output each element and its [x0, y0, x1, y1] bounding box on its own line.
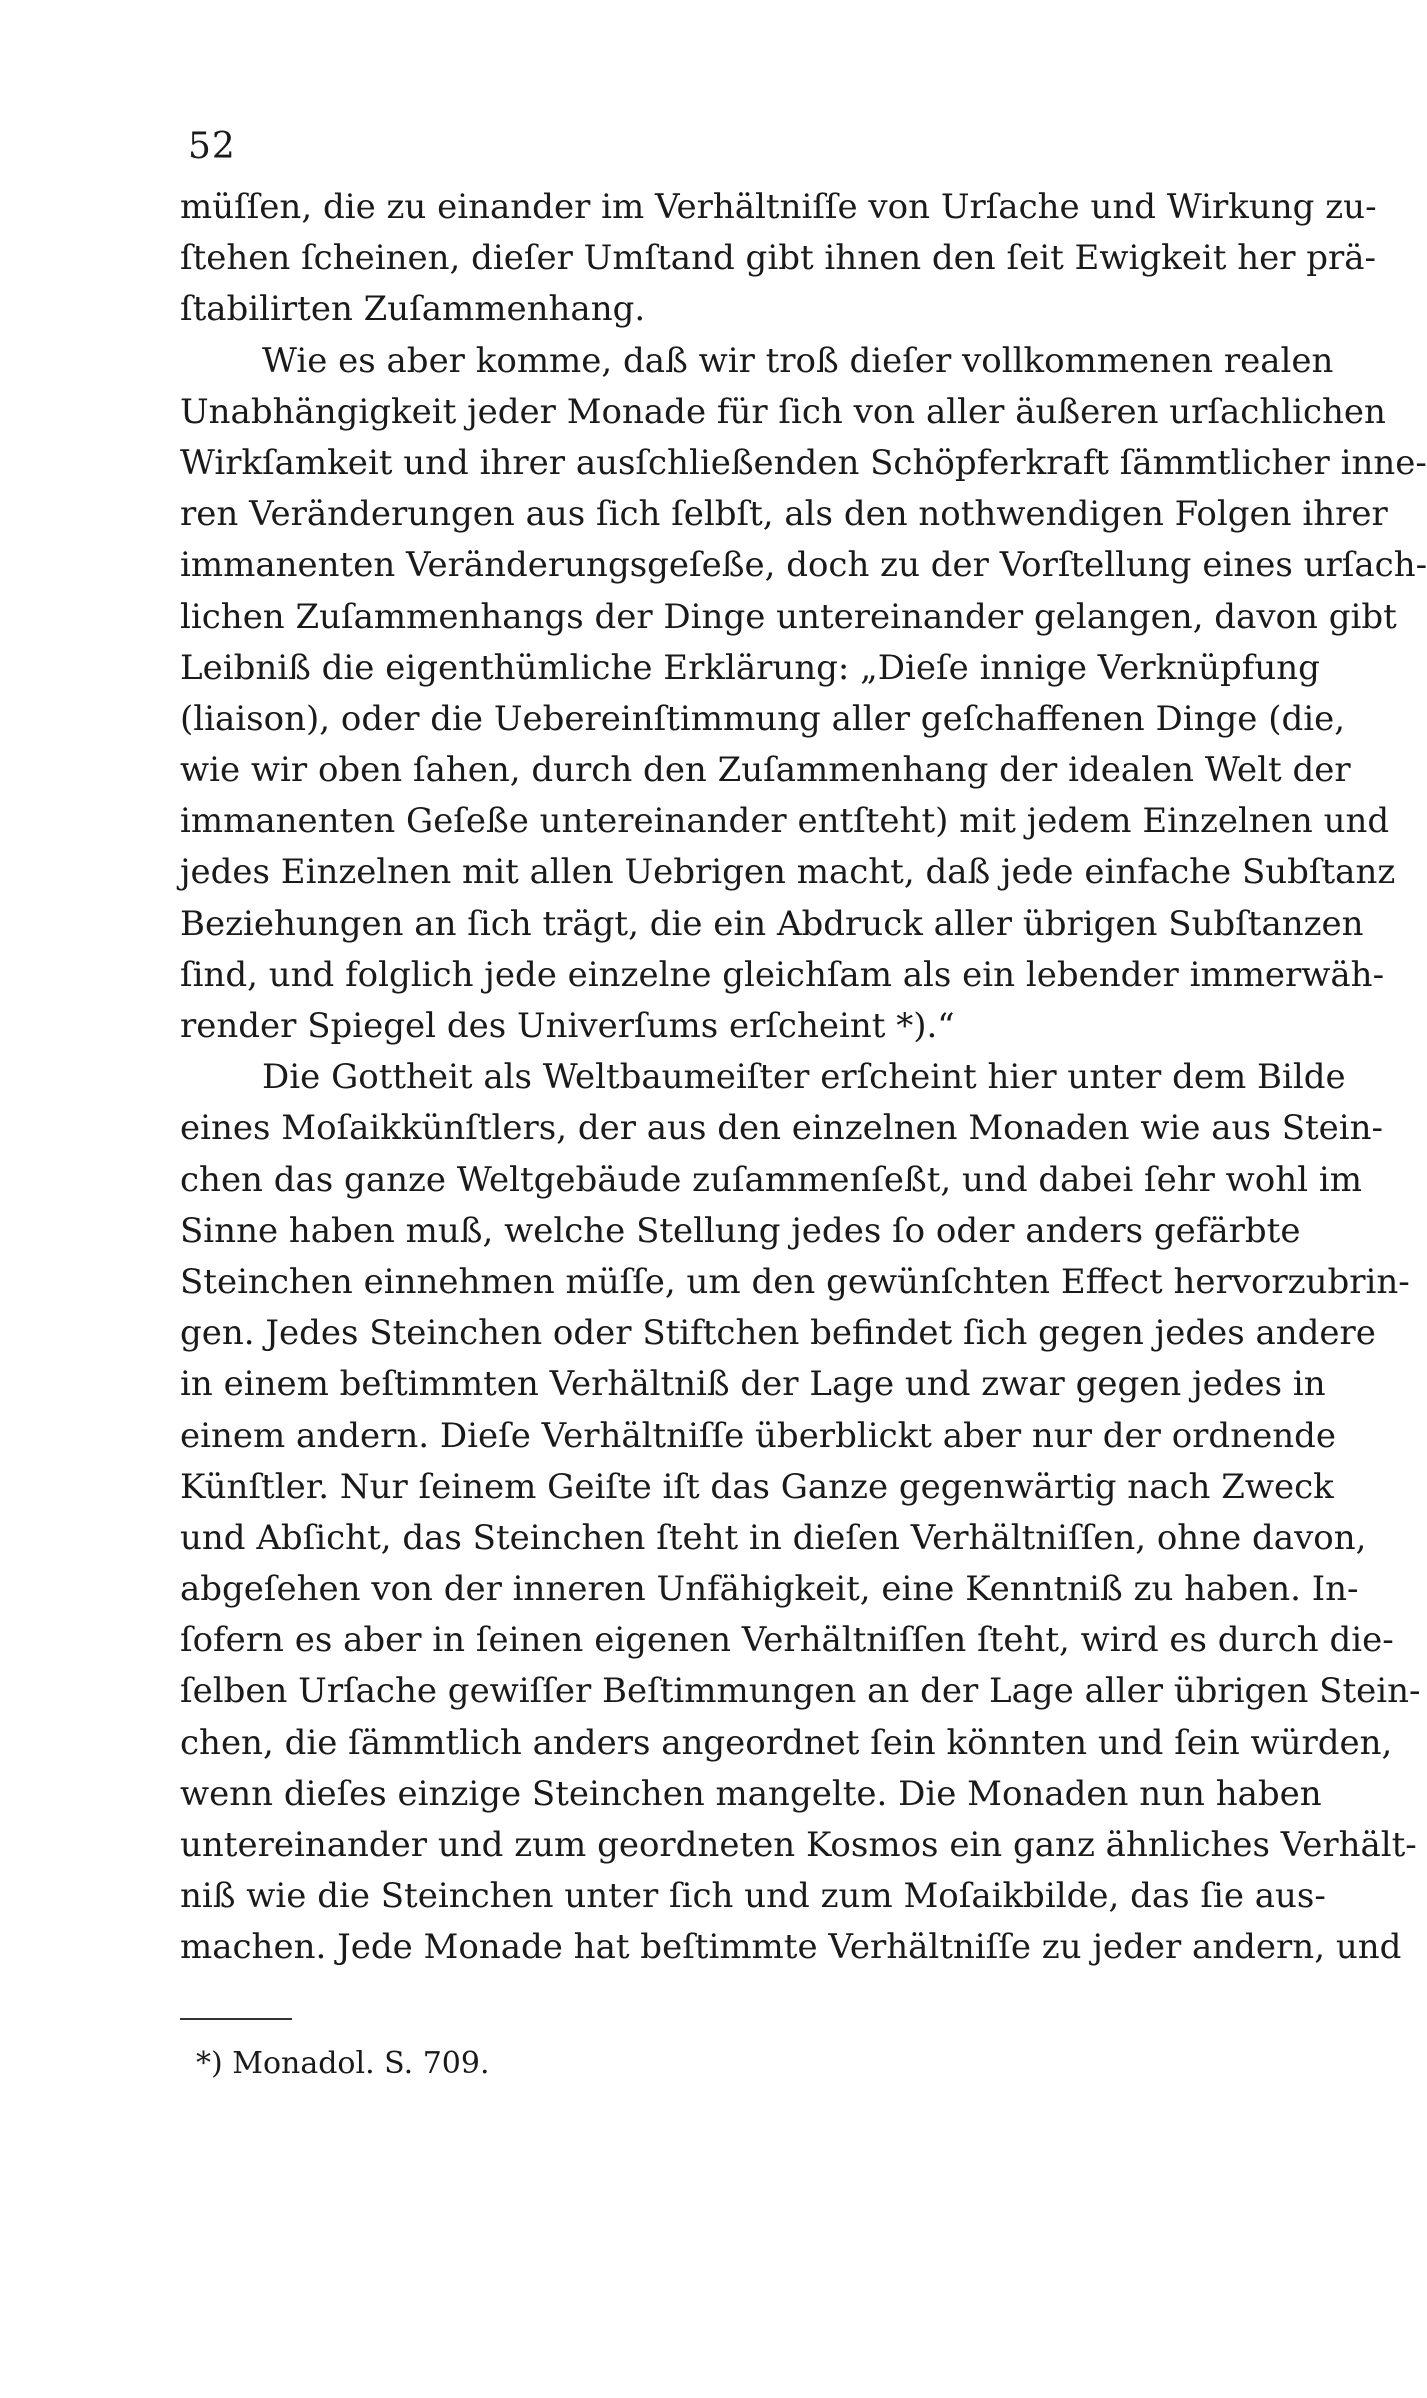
footnote-rule	[180, 2018, 292, 2020]
text-line: Wie es aber komme, daß wir troß dieſer vollkommenen realen	[262, 340, 1334, 381]
text-line: Unabhängigkeit jeder Monade für ſich von aller äußeren urſachlichen	[180, 391, 1386, 432]
text-line: render Spiegel des Univerſums erſcheint *).“	[180, 1006, 955, 1046]
text-line: jedes Einzelnen mit allen Uebrigen macht, daß jede einfache Subſtanz	[180, 852, 1396, 893]
text-line: ſelben Urſache gewiſſer Beſtimmungen an der Lage aller übrigen Stein-	[180, 1671, 1421, 1712]
text-line: ſofern es aber in ſeinen eigenen Verhältniſſen ſteht, wird es durch die-	[180, 1620, 1394, 1661]
text-line: abgeſehen von der inneren Unfähigkeit, eine Kenntniß zu haben. In-	[180, 1569, 1359, 1610]
text-line: wie wir oben ſahen, durch den Zuſammenhang der idealen Welt der	[180, 750, 1351, 791]
text-line: ſtehen ſcheinen, dieſer Umſtand gibt ihnen den ſeit Ewigkeit her prä-	[180, 238, 1377, 279]
footnote: *) Monadol. S. 709.	[196, 2046, 490, 2081]
text-line: untereinander und zum geordneten Kosmos ein ganz ähnliches Verhält-	[180, 1825, 1417, 1865]
text-line: immanenten Veränderungsgeſeße, doch zu der Vorſtellung eines urſach-	[180, 545, 1427, 586]
text-line: immanenten Geſeße untereinander entſteht) mit jedem Einzelnen und	[180, 801, 1390, 842]
text-line: chen das ganze Weltgebäude zuſammenſeßt, und dabei ſehr wohl im	[180, 1159, 1362, 1200]
text-line: und Abſicht, das Steinchen ſteht in dieſen Verhältniſſen, ohne davon,	[180, 1517, 1367, 1558]
text-line: ſind, und folglich jede einzelne gleichſam als ein lebender immerwäh-	[180, 954, 1385, 995]
text-line: in einem beſtimmten Verhältniß der Lage und zwar gegen jedes in	[180, 1364, 1326, 1405]
text-line: müſſen, die zu einander im Verhältniſſe von Urſache und Wirkung zu-	[180, 187, 1377, 227]
text-line: Beziehungen an ſich trägt, die ein Abdruck aller übrigen Subſtanzen	[180, 903, 1364, 944]
text-line: niß wie die Steinchen unter ſich und zum Moſaikbilde, das ſie aus-	[180, 1876, 1326, 1917]
text-line: eines Moſaikkünſtlers, der aus den einzelnen Monaden wie aus Stein-	[180, 1108, 1384, 1149]
text-line: Leibniß die eigenthümliche Erklärung: „Dieſe innige Verknüpfung	[180, 647, 1320, 688]
text-line: machen. Jede Monade hat beſtimmte Verhältniſſe zu jeder andern, und	[180, 1927, 1402, 1968]
text-line: Künſtler. Nur ſeinem Geiſte iſt das Ganze gegenwärtig nach Zweck	[180, 1466, 1334, 1507]
text-line: (liaison), oder die Uebereinſtimmung aller geſchaffenen Dinge (die,	[180, 698, 1346, 739]
text-line: gen. Jedes Steinchen oder Stiftchen befindet ſich gegen jedes andere	[180, 1313, 1376, 1354]
text-line: Steinchen einnehmen müſſe, um den gewünſchten Effect hervorzubrin-	[180, 1261, 1410, 1302]
text-line: ren Veränderungen aus ſich ſelbſt, als den nothwendigen Folgen ihrer	[180, 494, 1388, 535]
text-line: Die Gottheit als Weltbaumeiſter erſcheint hier unter dem Bilde	[262, 1057, 1346, 1098]
page-number: 52	[188, 126, 236, 167]
text-line: chen, die ſämmtlich anders angeordnet ſein könnten und ſein würden,	[180, 1722, 1393, 1763]
text-line: lichen Zuſammenhangs der Dinge untereinander gelangen, davon gibt	[180, 596, 1397, 637]
text-line: wenn dieſes einzige Steinchen mangelte. Die Monaden nun haben	[180, 1773, 1322, 1814]
text-line: einem andern. Dieſe Verhältniſſe überblickt aber nur der ordnende	[180, 1415, 1336, 1456]
text-line: Wirkſamkeit und ihrer ausſchließenden Schöpferkraft ſämmtlicher inne-	[180, 442, 1427, 483]
body-text	[180, 182, 1427, 1974]
text-line: Sinne haben muß, welche Stellung jedes ſo oder anders gefärbte	[180, 1210, 1301, 1251]
text-line: ſtabilirten Zuſammenhang.	[180, 289, 646, 330]
